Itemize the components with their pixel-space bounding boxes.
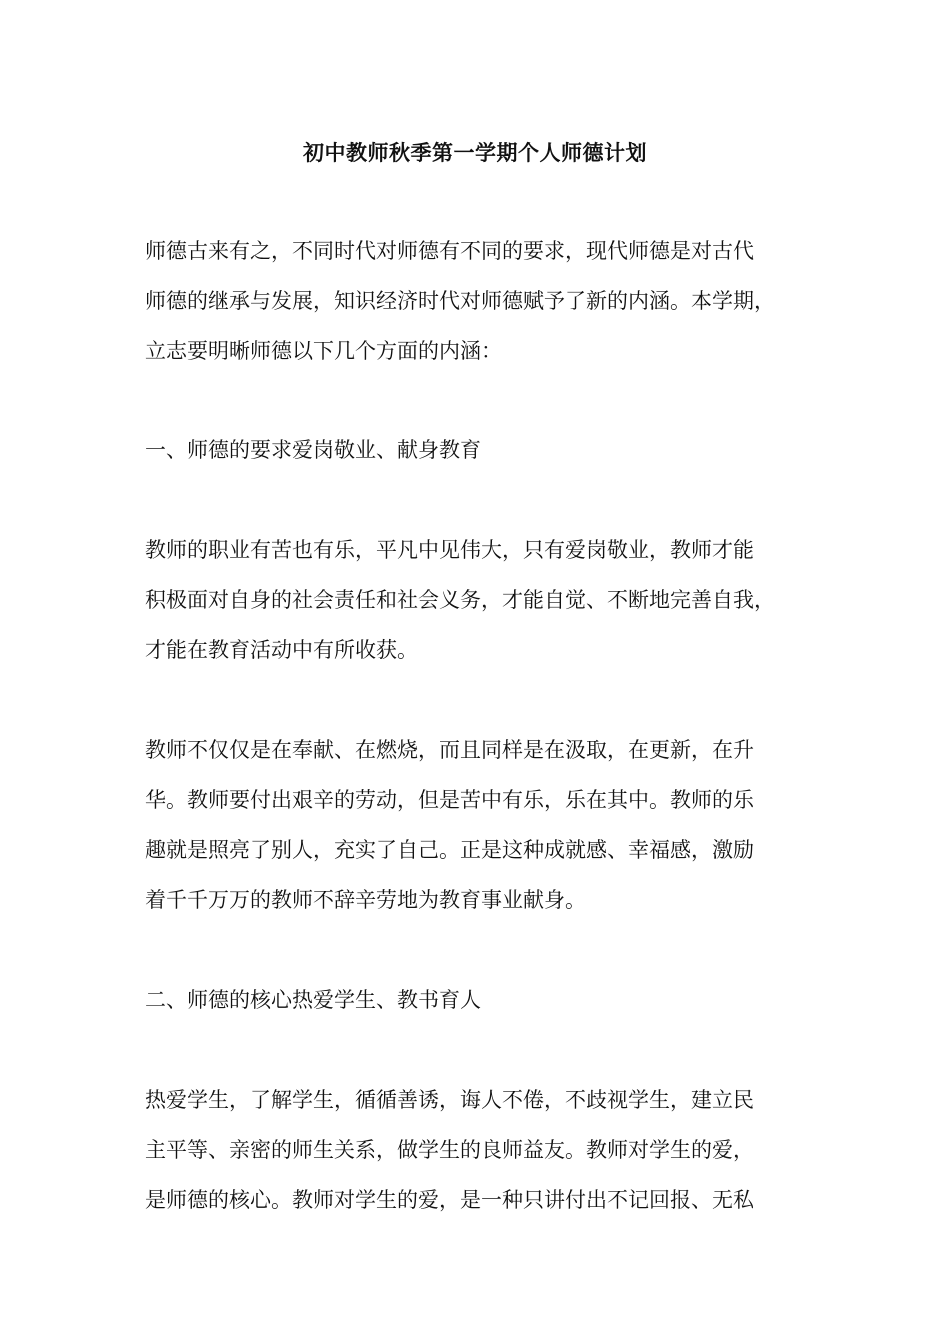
section-heading-2	[145, 975, 815, 1025]
paragraph-line: 师德的继承与发展，知识经济时代对师德赋予了新的内涵。本学期，	[145, 289, 775, 313]
intro-paragraph	[145, 226, 815, 376]
section1-paragraph-1	[145, 525, 815, 675]
paragraph-line: 热爱学生，了解学生，循循善诱，诲人不倦，不歧视学生，建立民	[145, 1088, 754, 1112]
paragraph-line: 着千千万万的教师不辞辛劳地为教育事业献身。	[145, 888, 586, 912]
paragraph-line: 主平等、亲密的师生关系，做学生的良师益友。教师对学生的爱，	[145, 1138, 754, 1162]
heading-text: 一、师德的要求爱岗敬业、献身教育	[145, 438, 481, 462]
paragraph-line: 师德古来有之，不同时代对师德有不同的要求，现代师德是对古代	[145, 239, 754, 263]
paragraph-line: 是师德的核心。教师对学生的爱，是一种只讲付出不记回报、无私	[145, 1188, 754, 1212]
paragraph-line: 才能在教育活动中有所收获。	[145, 638, 418, 662]
section2-paragraph-1	[145, 1075, 815, 1225]
paragraph-line: 教师不仅仅是在奉献、在燃烧，而且同样是在汲取，在更新，在升	[145, 738, 754, 762]
section1-paragraph-2	[145, 725, 815, 925]
paragraph-line: 趣就是照亮了别人，充实了自己。正是这种成就感、幸福感，激励	[145, 838, 754, 862]
paragraph-line: 立志要明晰师德以下几个方面的内涵：	[145, 339, 502, 363]
paragraph-line: 华。教师要付出艰辛的劳动，但是苦中有乐，乐在其中。教师的乐	[145, 788, 754, 812]
heading-text: 二、师德的核心热爱学生、教书育人	[145, 988, 481, 1012]
paragraph-line: 教师的职业有苦也有乐，平凡中见伟大，只有爱岗敬业，教师才能	[145, 538, 754, 562]
paragraph-line: 积极面对自身的社会责任和社会义务，才能自觉、不断地完善自我，	[145, 588, 775, 612]
document-title: 初中教师秋季第一学期个人师德计划	[303, 140, 647, 165]
section-heading-1	[145, 425, 815, 475]
